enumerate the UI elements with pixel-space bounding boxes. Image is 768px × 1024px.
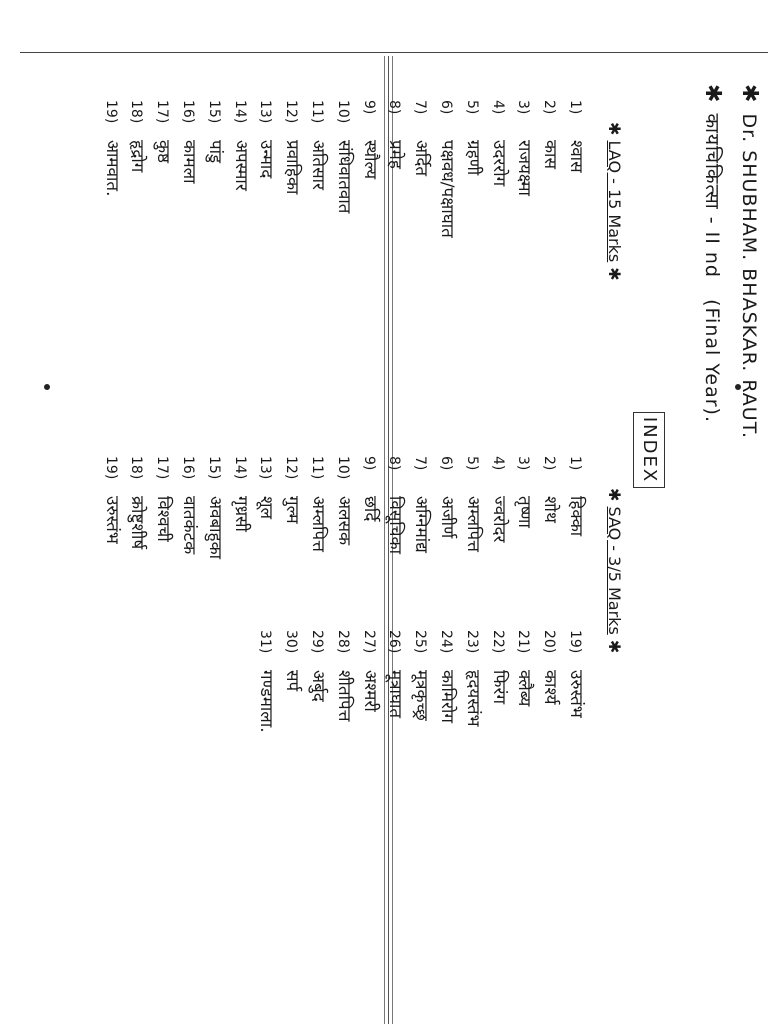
list-item: 10)अलसक: [333, 456, 354, 546]
list-item: 17)कुष्ठ: [153, 100, 174, 164]
laq-list: [98, 100, 588, 238]
list-item: 17)विश्वची: [153, 456, 174, 542]
list-item: 10)संधिवातवात: [333, 100, 354, 214]
star-icon: ✱: [605, 122, 624, 141]
list-item: 18)क्रोष्टुशीर्ष: [127, 456, 148, 550]
list-item: 9)स्थौल्य: [359, 100, 380, 180]
subject-line: [700, 84, 726, 423]
list-item: 5)अम्लपित्त: [462, 456, 483, 552]
laq-title: LAQ - 15 Marks: [605, 140, 624, 263]
list-item: 1)श्वास: [566, 100, 586, 173]
star-icon: ✱: [605, 634, 624, 654]
list-item: 2)कास: [540, 100, 561, 169]
list-item: 31)गण्डमाला.: [256, 630, 277, 733]
list-item: 13)शूल: [256, 456, 277, 520]
list-item: 11)अम्लपित्त: [308, 456, 329, 552]
saq-title: SAQ - 3/5 Marks: [605, 506, 624, 635]
list-item: 2)शोथ: [540, 456, 561, 523]
list-item: 3)तृष्णा: [514, 456, 535, 528]
list-item: 11)अतिसार: [308, 100, 329, 190]
list-item: 14)गृध्रसी: [230, 456, 251, 532]
list-item: 26)मूत्राघात: [385, 630, 406, 719]
list-item: 20)कार्श्य: [540, 630, 561, 705]
star-icon: ✱: [737, 84, 762, 104]
list-item: 1)हिक्का: [566, 456, 586, 537]
list-item: 24)कामिरोग: [437, 630, 458, 723]
index-box: INDEX: [633, 412, 665, 488]
paper-number: - II nd: [701, 216, 723, 278]
list-item: 18)हृद्रोग: [127, 100, 148, 173]
list-item: 19)आमवात.: [101, 100, 122, 197]
list-item: 8)प्रमेह: [385, 100, 406, 169]
list-item: 14)अपस्मार: [230, 100, 251, 191]
list-item: 15)पांडु: [204, 100, 225, 164]
laq-heading: [605, 122, 624, 281]
list-item: 19)उरुस्तंभ: [566, 630, 586, 718]
list-item: 25)मूत्रकृच्छ्र: [411, 630, 432, 721]
author-line: [737, 84, 762, 439]
author-name: Dr. SHUBHAM. BHASKAR. RAUT.: [738, 113, 760, 440]
star-icon: ✱: [700, 84, 725, 104]
list-item: 21)क्लैब्य: [514, 630, 535, 707]
list-item: 22)फिरंग: [488, 630, 509, 705]
list-item: 6)अजीर्ण: [437, 456, 458, 539]
list-item: 8)विसूचिका: [385, 456, 406, 555]
subject-name: कायचिकित्सा: [701, 113, 723, 210]
list-item: 7)अग्निमांद्य: [411, 456, 432, 553]
list-item: 6)पक्षवध/पक्षाघात: [437, 100, 458, 238]
list-item: 3)राजयक्ष्मा: [514, 100, 535, 196]
list-item: 15)अवबाहुका: [204, 456, 225, 560]
list-item: 28)शीतपित्त: [333, 630, 354, 722]
star-icon: ✱: [605, 262, 624, 281]
list-item: 12)गुल्म: [282, 456, 303, 524]
list-item: 13)उन्माद: [256, 100, 277, 179]
list-item: 12)प्रवाहिका: [282, 100, 303, 195]
list-item: 4)ज्वरोदर: [488, 456, 509, 543]
list-item: 27)अश्मरी: [359, 630, 380, 712]
list-item: 19)उरुस्तंभ: [101, 456, 122, 544]
list-item: 16)वातकंटक: [179, 456, 200, 555]
list-item: 23)हृदयस्तंभ: [462, 630, 483, 727]
list-item: 4)उदररोग: [488, 100, 509, 187]
star-icon: ✱: [605, 488, 624, 507]
list-item: 16)कामला: [179, 100, 200, 184]
year-label: (Final Year).: [701, 299, 723, 424]
list-item: 9)छर्दि: [359, 456, 380, 522]
saq-heading: [605, 488, 624, 653]
saq-list-2: [253, 630, 588, 733]
list-item: 29)अर्बुद: [308, 630, 329, 702]
list-item: 7)अर्दित: [411, 100, 432, 177]
saq-list-1: [98, 456, 588, 559]
list-item: 5)ग्रहणी: [462, 100, 483, 176]
list-item: 30)सर्प: [282, 630, 303, 692]
